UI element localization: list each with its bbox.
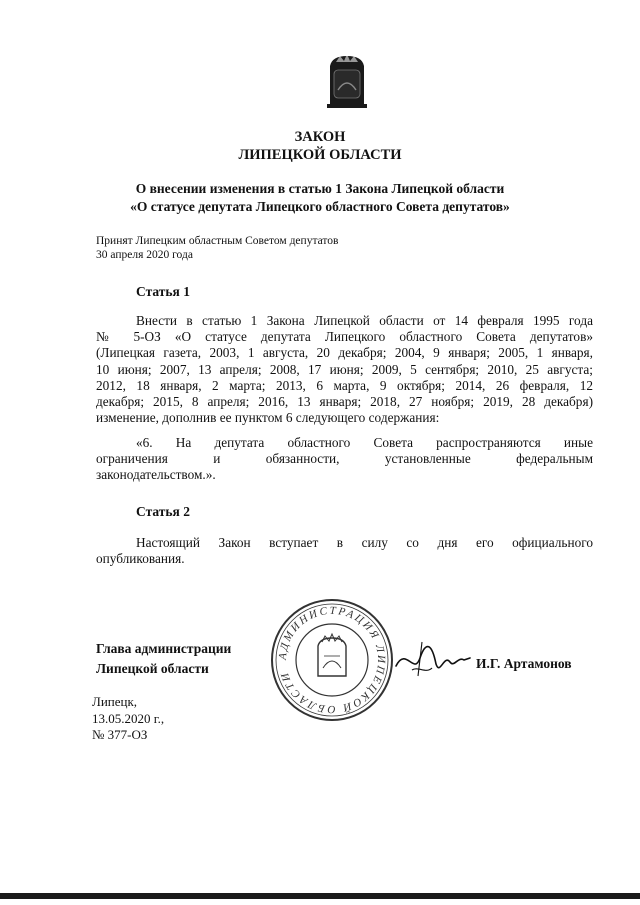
article1-p1-line: Внести в статью 1 Закона Липецкой области от 14 февраля 1995 года — [136, 313, 593, 328]
handwritten-signature-icon — [392, 636, 472, 684]
official-seal-icon — [268, 596, 396, 724]
article1-heading: Статья 1 — [136, 284, 190, 299]
footer-city: Липецк, — [92, 694, 138, 709]
footer-date: 13.05.2020 г., — [92, 710, 165, 726]
article1-p1-line: 10 июня; 2007, 13 апреля; 2008, 17 июня; 2009, 5 сентября; 2010, 25 августа; — [96, 361, 593, 377]
article1-p1-line: декабря; 2015, 8 апреля; 2016, 13 января; 2018, 27 ноября; 2019, 28 декабря) — [96, 394, 593, 410]
subtitle-line1: О внесении изменения в статью 1 Закона Липецкой области — [135, 181, 505, 196]
footer-number: № 377-ОЗ — [92, 727, 148, 742]
signatory-name: И.Г. Артамонов — [476, 656, 572, 671]
article2-line: Настоящий Закон вступает в силу со дня его официального — [136, 535, 593, 550]
law-title-line1: ЗАКОН — [294, 129, 346, 145]
page-bottom-rule — [0, 893, 640, 899]
coat-of-arms-icon — [322, 52, 372, 110]
adoption-line2: 30 апреля 2020 года — [96, 249, 193, 261]
article1-p2-line: «6. На депутата областного Совета распространяются иные — [136, 435, 593, 450]
article1-p1-line: изменение, дополнив ее пунктом 6 следующего содержания: — [96, 410, 440, 426]
signatory-position — [96, 639, 231, 679]
article1-p1-line: 2012, 18 января, 2 марта; 2013, 6 марта, 9 октября; 2014, 26 февраля, 12 — [96, 377, 593, 393]
article1-p2-line: ограничения и обязанности, установленные федеральным — [96, 451, 593, 467]
svg-text:АДМИНИСТРАЦИЯ ЛИПЕЦКОЙ ОБЛАСТИ — [277, 605, 387, 715]
article1-p1-line: № 5-ОЗ «О статусе депутата Липецкого областного Совета депутатов» — [96, 329, 593, 345]
article1-paragraph2 — [96, 435, 593, 484]
article2-heading: Статья 2 — [136, 504, 190, 519]
subtitle-line2: «О статусе депутата Липецкого областного Совета депутатов» — [130, 199, 510, 214]
law-title-line2: ЛИПЕЦКОЙ ОБЛАСТИ — [238, 147, 402, 163]
position-line1: Глава администрации — [96, 641, 232, 656]
adoption-line1: Принят Липецким областным Советом депутатов — [96, 235, 339, 247]
document-footer — [92, 694, 164, 744]
law-subtitle — [0, 180, 640, 216]
adoption-note — [96, 234, 338, 262]
article2-paragraph — [96, 535, 593, 567]
article2-line: опубликования. — [96, 551, 185, 567]
position-line2: Липецкой области — [96, 661, 209, 676]
article1-p1-line: (Липецкая газета, 2003, 1 августа, 20 декабря; 2004, 9 января; 2005, 1 января, — [96, 345, 593, 361]
seal-text: АДМИНИСТРАЦИЯ ЛИПЕЦКОЙ ОБЛАСТИ — [276, 604, 388, 716]
article1-p2-line: законодательством.». — [96, 467, 216, 483]
article1-paragraph1 — [96, 313, 593, 426]
law-title — [0, 128, 640, 164]
